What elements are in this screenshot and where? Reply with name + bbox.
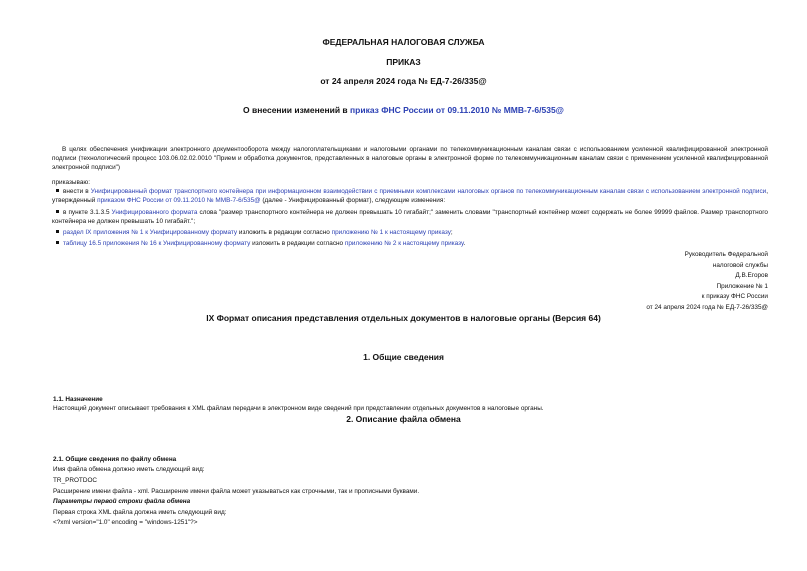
xml-declaration: <?xml version="1.0" encoding = "windows-1251"?> xyxy=(53,519,198,526)
bullet-icon xyxy=(56,230,59,233)
file-name-intro: Имя файла обмена должно иметь следующий вид: xyxy=(53,466,205,473)
section-2-title: 2. Описание файла обмена xyxy=(346,414,461,424)
document-type: ПРИКАЗ xyxy=(386,57,421,67)
item-3-link-2[interactable]: приложению № 1 к настоящему приказу xyxy=(331,229,451,236)
first-line-params-heading: Параметры первой строки файла обмена xyxy=(53,498,191,505)
item-1-pre: внести в xyxy=(63,188,91,195)
section-title: IX Формат описания представления отдельных документов в налоговые органы (Версия 64) xyxy=(206,313,601,323)
section-1-title: 1. Общие сведения xyxy=(363,352,444,362)
item-1-link[interactable]: Унифицированный формат транспортного контейнера при информационном взаимодействии с приемными комплексами налоговых органов по телекоммуникационным каналам связи с использованием электронной подписи xyxy=(90,188,767,195)
subsection-1-1-title: 1.1. Назначение xyxy=(53,396,103,403)
agency-name: ФЕДЕРАЛЬНАЯ НАЛОГОВАЯ СЛУЖБА xyxy=(322,37,485,47)
first-line-intro: Первая строка XML файла должна иметь следующий вид: xyxy=(53,509,227,516)
item-4-post: . xyxy=(463,240,466,247)
list-item-1 xyxy=(52,187,768,205)
list-item-4 xyxy=(52,239,768,248)
item-2-pre: в пункте 3.1.3.5 xyxy=(63,209,112,216)
subsection-2-1-title: 2.1. Общие сведения по файлу обмена xyxy=(53,456,177,463)
order-word: приказываю: xyxy=(52,179,90,186)
list-item-3 xyxy=(52,228,768,237)
appendix-to-order: к приказу ФНС России xyxy=(701,293,768,300)
item-4-link-2[interactable]: приложению № 2 к настоящему приказу xyxy=(344,240,464,247)
item-2-link[interactable]: Унифицированного формата xyxy=(111,209,198,216)
document-title xyxy=(0,105,807,115)
bullet-icon xyxy=(56,210,59,213)
item-4-mid: изложить в редакции согласно xyxy=(250,240,345,247)
file-extension-text: Расширение имени файла - xml. Расширение имени файла может указываться как строчными, так и прописными буквами. xyxy=(53,488,420,495)
signature-line-2: налоговой службы xyxy=(712,262,768,269)
title-prefix: О внесении изменений в xyxy=(243,105,351,115)
appendix-date-number: от 24 апреля 2024 года № ЕД-7-26/335@ xyxy=(646,304,768,311)
list-item-2 xyxy=(52,208,768,226)
item-2-post: слова "размер транспортного контейнера не должен превышать 10 гигабайт;" заменить словами "транспортный контейнер может содержать не более 99999 файлов. Размер транспортного контейнера не должен превышать 10 гигабайт."; xyxy=(52,209,768,225)
item-3-link[interactable]: раздел IX приложения № 1 к Унифицированному формату xyxy=(63,229,238,236)
title-link[interactable]: приказ ФНС России от 09.11.2010 № ММВ-7-6/535@ xyxy=(350,105,564,115)
preamble-text: В целях обеспечения унификации электронного документооборота между налогоплательщиками и налоговыми органами по телекоммуникационным каналам связи с использованием усиленной квалифицированной электронной подписи (технологический процесс 103.06.02.02.0010 "Прием и обработка документов, представленных в налоговые органы в электронной форме по телекоммуникационным каналам связи с применением усиленной квалифицированной электронной подписи") xyxy=(52,146,768,171)
item-3-mid: изложить в редакции согласно xyxy=(237,229,332,236)
appendix-label: Приложение № 1 xyxy=(716,283,768,290)
bullet-icon xyxy=(56,241,59,244)
order-date-number: от 24 апреля 2024 года № ЕД-7-26/335@ xyxy=(320,76,487,86)
item-1-mid: , утвержденный xyxy=(52,188,769,204)
file-name-pattern: TR_PROTDOC xyxy=(53,477,98,484)
item-4-link[interactable]: таблицу 16.5 приложения № 16 к Унифицированному формату xyxy=(63,240,251,247)
item-1-link-2[interactable]: приказом ФНС России от 09.11.2010 № ММВ-7-6/535@ xyxy=(97,197,261,204)
bullet-icon xyxy=(56,189,59,192)
item-1-post: (далее - Унифицированный формат), следующие изменения: xyxy=(260,197,446,204)
signatory-name: Д.В.Егоров xyxy=(735,272,768,279)
item-3-post: ; xyxy=(450,229,453,236)
signature-line-1: Руководитель Федеральной xyxy=(684,251,768,258)
subsection-1-1-text: Настоящий документ описывает требования к XML файлам передачи в электронном виде сведений при представлении отдельных документов в налоговые органы. xyxy=(53,405,544,412)
